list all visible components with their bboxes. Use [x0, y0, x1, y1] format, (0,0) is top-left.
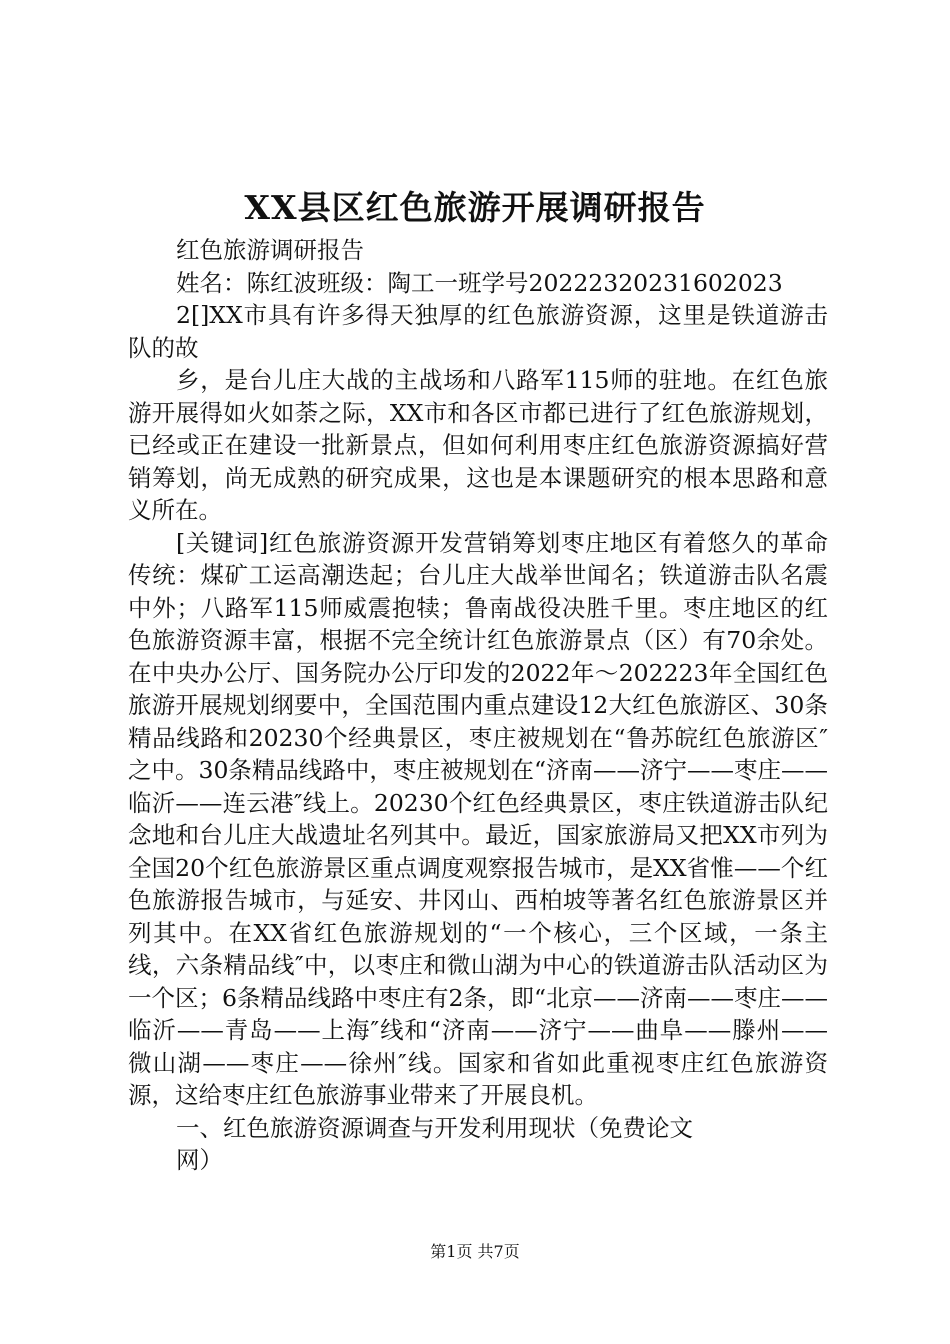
page-footer: 第1页 共7页: [430, 1242, 520, 1261]
section-heading-1: 一、红色旅游资源调查与开发利用现状（免费论文: [176, 1113, 693, 1142]
section-heading-1-cont: 网）: [176, 1146, 223, 1174]
paragraph-report-heading: 红色旅游调研报告: [176, 236, 364, 264]
paragraph-keywords: [关键词]红色旅游资源开发营销筹划枣庄地区有着悠久的革命传统：煤矿工运高潮迭起；台儿庄大战举世闻名；铁道游击队名震中外；八路军115师威震抱犊；鲁南战役决胜千里。枣庄地区的红色旅游资源丰富，根据不完全统计红色旅游景点（区）有70余处。在中央办公厅、国务院办公厅印发的2022年～202223年全国红色旅游开展规划纲要中，全国范围内重点建设12大红色旅游区、30条精品线路和20230个经典景区，枣庄被规划在“鲁苏皖红色旅游区″之中。30条精品线路中，枣庄被规划在“济南——济宁——枣庄——临沂——连云港″线上。20230个红色经典景区，枣庄铁道游击队纪念地和台儿庄大战遗址名列其中。最近，国家旅游局又把XX市列为全国20个红色旅游景区重点调度观察报告城市，是XX省惟——个红色旅游报告城市，与延安、井冈山、西柏坡等著名红色旅游景区并列其中。在XX省红色旅游规划的“一个核心，三个区域，一条主线，六条精品线″中，以枣庄和微山湖为中心的铁道游击队活动区为一个区；6条精品线路中枣庄有2条，即“北京——济南——枣庄——临沂——青岛——上海″线和“济南——济宁——曲阜——滕州——微山湖——枣庄——徐州″线。国家和省如此重视枣庄红色旅游资源，这给枣庄红色旅游事业带来了开展良机。: [128, 528, 828, 1109]
document-body: [128, 234, 828, 1177]
paragraph-background: 乡，是台儿庄大战的主战场和八路军115师的驻地。在红色旅游开展得如火如荼之际，XX市和各区市都已进行了红色旅游规划，已经或正在建设一批新景点，但如何利用枣庄红色旅游资源搞好营销筹划，尚无成熟的研究成果，这也是本课题研究的根本思路和意义所在。: [128, 366, 828, 524]
paragraph-intro: 2[]XX市具有许多得天独厚的红色旅游资源，这里是铁道游击队的故: [128, 301, 828, 362]
paragraph-author-info: 姓名：陈红波班级：陶工一班学号20222320231602023: [176, 268, 783, 297]
document-title: XX县区红色旅游开展调研报告: [244, 188, 706, 227]
